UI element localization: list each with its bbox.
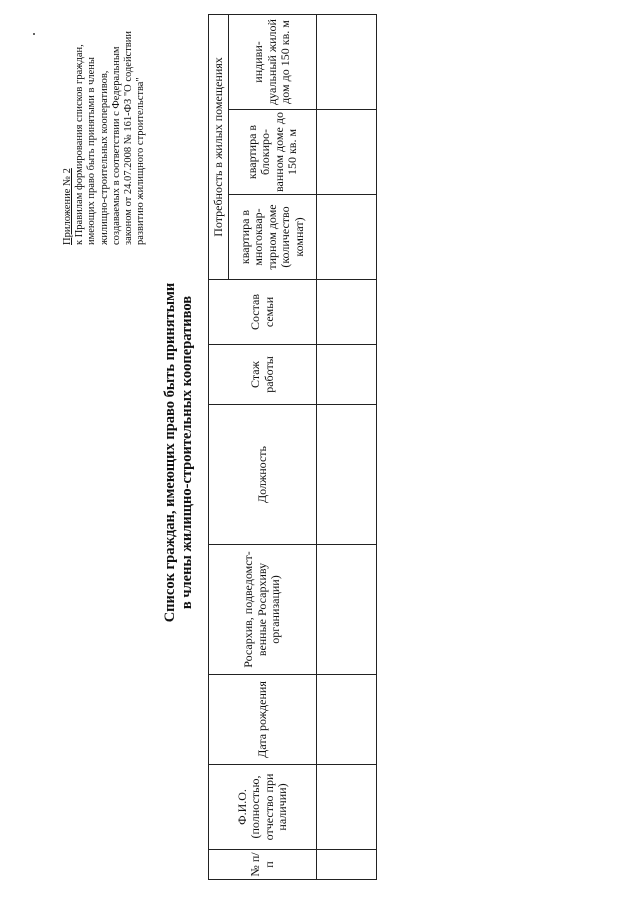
header-position: Должность xyxy=(209,405,317,545)
document-title xyxy=(162,0,196,905)
table-cell xyxy=(317,345,377,405)
scan-speck xyxy=(33,33,35,35)
header-family: Состав семьи xyxy=(209,280,317,345)
table-cell xyxy=(317,765,377,850)
header-organization: Росархив, подведомст-венные Росархиву организации) xyxy=(209,545,317,675)
table-cell xyxy=(317,280,377,345)
appendix-line: создаваемых в соответствии с Федеральным xyxy=(110,46,122,245)
header-num: № п/п xyxy=(209,850,317,880)
table-cell xyxy=(317,675,377,765)
appendix-line: к Правилам формирования списков граждан, xyxy=(74,44,86,245)
table-cell xyxy=(317,545,377,675)
header-need-individual: индиви-дуальный жилой дом до 150 кв. м xyxy=(229,14,317,109)
table-row xyxy=(317,14,377,879)
title-line-2: в члены жилищно-строительных кооперативов xyxy=(179,295,195,610)
table-cell xyxy=(317,850,377,880)
header-need-blocked: квартира в блокиро-ванном доме до 150 кв. м xyxy=(229,110,317,195)
table-cell xyxy=(317,110,377,195)
appendix-line: развитию жилищного строительства" xyxy=(135,77,147,245)
table-cell xyxy=(317,405,377,545)
citizens-table xyxy=(208,14,377,880)
appendix-line: жилищно-строительных кооперативов, xyxy=(98,70,110,245)
table-cell xyxy=(317,195,377,280)
table-cell xyxy=(317,14,377,109)
appendix-line: Приложение № 2 xyxy=(62,168,73,245)
title-line-1: Список граждан, имеющих право быть принятыми xyxy=(162,282,178,623)
appendix-note xyxy=(62,20,147,245)
header-need-group: Потребность в жилых помещениях xyxy=(209,14,229,279)
header-fio: Ф.И.О. (полностью, отчество при наличии) xyxy=(209,765,317,850)
header-birth-date: Дата рождения xyxy=(209,675,317,765)
appendix-line: законом от 24.07.2008 № 161-ФЗ "О содействии xyxy=(123,30,135,245)
header-need-apartment: квартира в многоквар-тирном доме (количество комнат) xyxy=(229,195,317,280)
header-experience: Стаж работы xyxy=(209,345,317,405)
appendix-line: имеющих право быть принятыми в члены xyxy=(86,57,98,245)
